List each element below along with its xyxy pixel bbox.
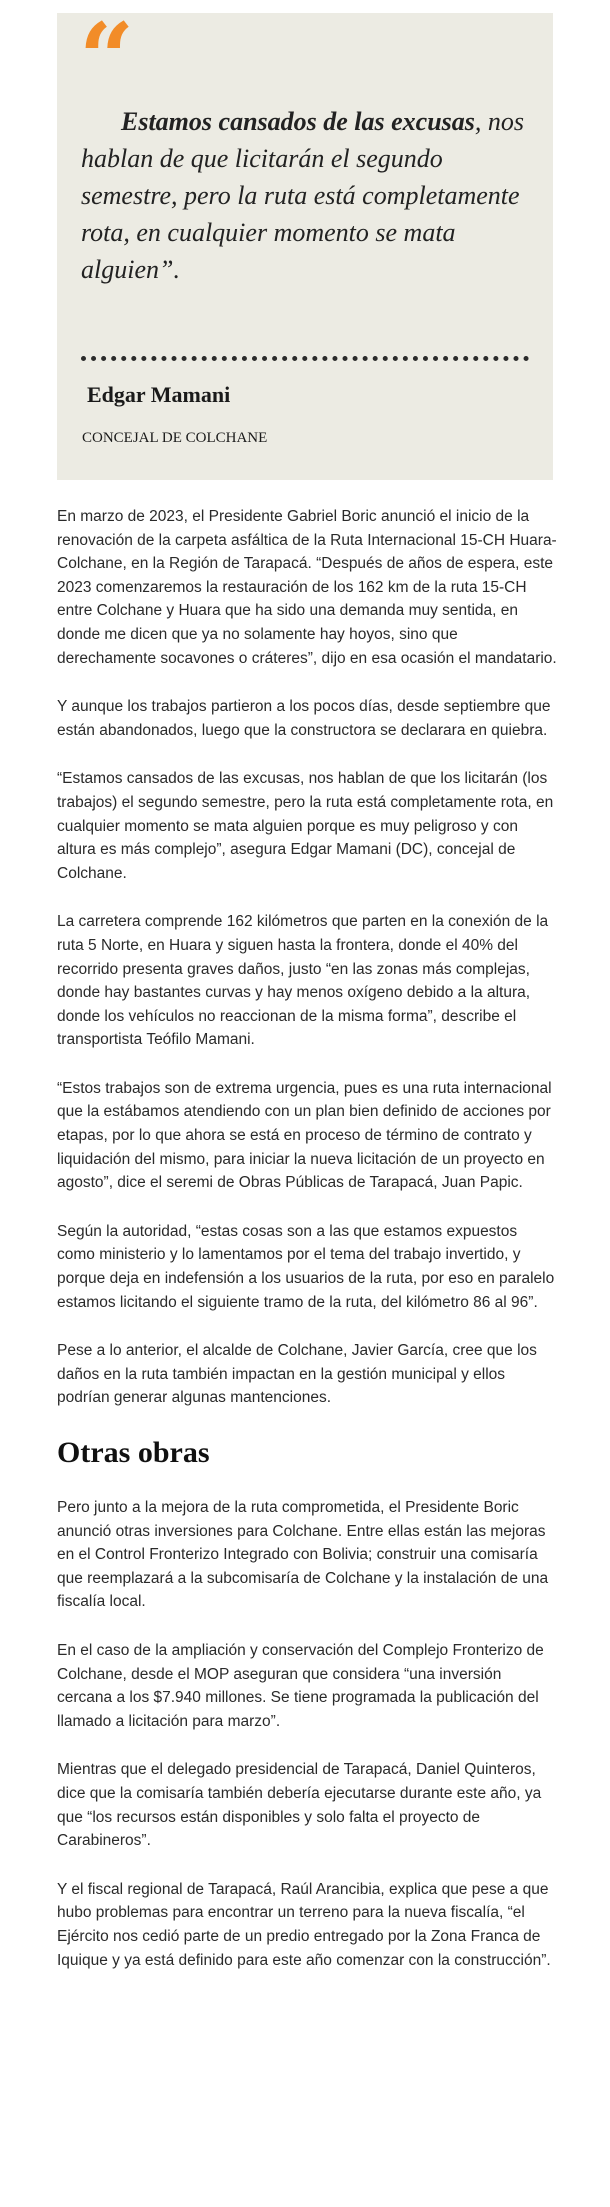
quote-author-role: CONCEJAL DE COLCHANE: [82, 430, 268, 446]
quote-author-name: Edgar Mamani: [87, 382, 231, 407]
article-paragraph: Pese a lo anterior, el alcalde de Colchane, Javier García, cree que los daños en la ruta también impactan en la gestión municipal y ellos podrían generar algunas mantenciones.: [57, 1342, 537, 1407]
pull-quote-emphasis: Estamos cansados de las excusas: [121, 107, 475, 136]
article-paragraph: En marzo de 2023, el Presidente Gabriel Boric anunció el inicio de la renovación de la carpeta asfáltica de la Ruta Internacional 15-CH Huara- Colchane, en la Región de Tarapacá. “Después de años de espera, este 2023 comenzaremos la restauración de los 162 km de la ruta 15-CH entre Colchane y Huara que ha sido una demanda muy sentida, en donde me dicen que ya no solamente hay hoyos, sino que derechamente socavones o cráteres”, dijo en esa ocasión el mandatario.: [57, 508, 557, 667]
article-paragraph: Y aunque los trabajos partieron a los pocos días, desde septiembre que están abandonados, luego que la constructora se declarara en quiebra.: [57, 698, 551, 739]
article-paragraph: Mientras que el delegado presidencial de Tarapacá, Daniel Quinteros, dice que la comisaría también debería ejecutarse durante este año, ya que “los recursos están disponibles y solo falta el proyecto de Carabineros”.: [57, 1761, 542, 1850]
article-paragraph: En el caso de la ampliación y conservación del Complejo Fronterizo de Colchane, desde el MOP aseguran que considera “una inversión cercana a los $7.940 millones. Se tiene programada la publicación del llamado a licitación para marzo”.: [57, 1641, 544, 1730]
section-heading: Otras obras: [57, 1436, 210, 1469]
quote-divider: [81, 356, 529, 361]
article-paragraph: Y el fiscal regional de Tarapacá, Raúl Arancibia, explica que pese a que hubo problemas para encontrar un terreno para la nueva fiscalía, “el Ejército nos cedió parte de un predio entregado por la Zona Franca de Iquique y ya está definido para este año comenzar con la construcción”.: [57, 1880, 551, 1969]
article-paragraph: “Estamos cansados de las excusas, nos hablan de que los licitarán (los trabajos) el segundo semestre, pero la ruta está completamente rota, en cualquier momento se mata alguien porque es muy peligroso y con altura es más complejo”, asegura Edgar Mamani (DC), concejal de Colchane.: [57, 770, 554, 882]
article-paragraph: La carretera comprende 162 kilómetros que parten en la conexión de la ruta 5 Norte, en Huara y siguen hasta la frontera, donde el 40% del recorrido presenta graves daños, justo “en las zonas más complejas, donde hay bastantes curvas y hay menos oxígeno debido a la altura, donde los vehículos no reaccionan de la misma forma”, describe el transportista Teófilo Mamani.: [57, 913, 549, 1049]
quote-mark-icon: “: [79, 2, 135, 115]
article-paragraph: Según la autoridad, “estas cosas son a las que estamos expuestos como ministerio y lo lamentamos por el tema del trabajo invertido, y porque deja en indefensión a los usuarios de la ruta, por eso en paralelo estamos licitando el siguiente tramo de la ruta, del kilómetro 86 al 96”.: [57, 1222, 555, 1311]
article-paragraph: Pero junto a la mejora de la ruta comprometida, el Presidente Boric anunció otras inversiones para Colchane. Entre ellas están las mejoras en el Control Fronterizo Integrado con Bolivia; construir una comisaría que reemplazará a la subcomisaría de Colchane y la instalación de una fiscalía local.: [57, 1499, 549, 1611]
article-body: [57, 505, 557, 1997]
pull-quote-box: [57, 2, 553, 480]
pull-quote-text: [81, 103, 529, 288]
article-paragraph: “Estos trabajos son de extrema urgencia, pues es una ruta internacional que la estábamos atendiendo con un plan bien definido de acciones por etapas, por lo que ahora se está en proceso de término de contrato y liquidación del mismo, para iniciar la nueva licitación de un proyecto en agosto”, dice el seremi de Obras Públicas de Tarapacá, Juan Papic.: [57, 1079, 552, 1192]
pull-quote-rest: , nos hablan de que licitarán el segundo semestre, pero la ruta está completamente rota, en cualquier momento se mata alguien”.: [81, 107, 525, 284]
